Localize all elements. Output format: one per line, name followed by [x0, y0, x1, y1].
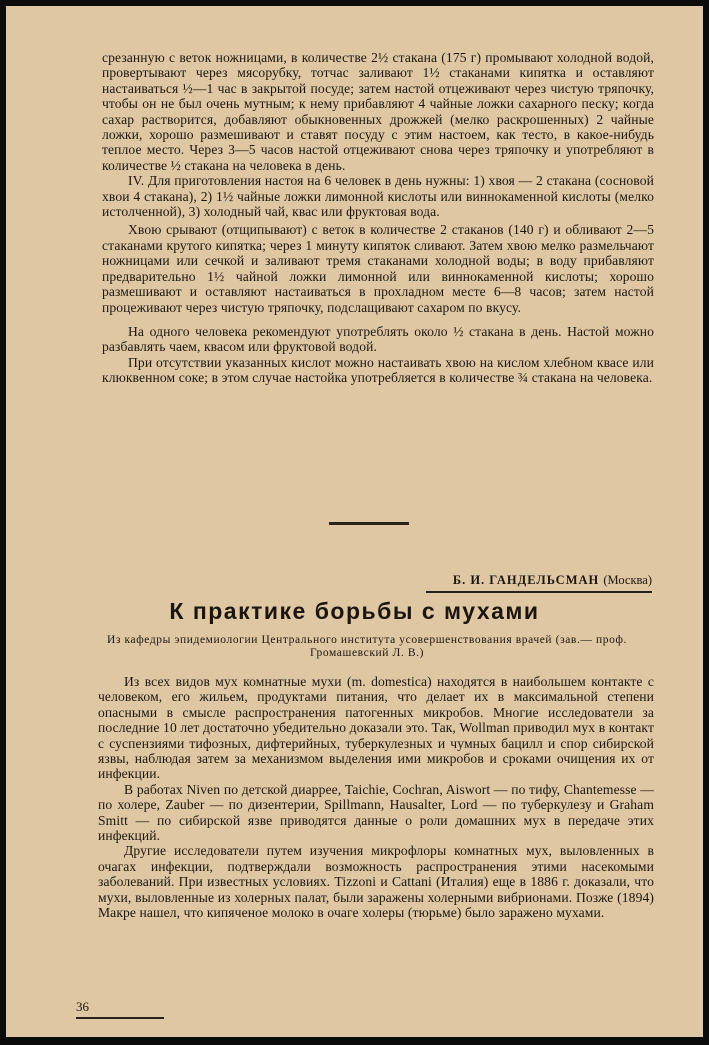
footer-rule	[76, 1017, 164, 1019]
paragraph-4: На одного человека рекомендуют употреблять около ½ стакана в день. Настой можно разбавлять чаем, квасом или фруктовой водой.	[102, 323, 654, 355]
top-text-block	[102, 50, 654, 386]
paragraph-1: срезанную с веток ножницами, в количестве 2½ стакана (175 г) промывают холодной водой, провертывают через мясорубку, тотчас заливают 1½ стаканами кипятка и оставляют настаиваться ½—1 час в закрытой посуде; затем настой отцеживают через чистую тряпочку, чтобы он не был очень мутным; к нему прибавляют 4 чайные ложки сахарного песку; когда сахар растворится, добавляют обыкновенных дрожжей (мелко раскрошенных) 2 чайные ложки, хорошо размешивают и ставят посуду с этим настоем, как тесто, в какое-нибудь теплое место. Через 3—5 часов настой отцеживают снова через тряпочку и употребляют в количестве ½ стакана на человека в день.	[102, 50, 654, 173]
author-line	[426, 573, 652, 588]
bottom-text-block	[98, 674, 654, 921]
page-number: 36	[76, 999, 89, 1014]
article-title: К практике борьбы с мухами	[169, 598, 540, 624]
author-city: (Москва)	[603, 573, 652, 587]
paragraph-2: IV. Для приготовления настоя на 6 человек в день нужны: 1) хвоя — 2 стакана (сосновой хвои 4 стакана), 2) 1½ чайные ложки лимонной кислоты или виннокаменной кислоты (мелко истолченной), 3) холодный чай, квас или фруктовая вода.	[102, 173, 654, 220]
document-page	[6, 6, 703, 1037]
paragraph-3: Хвою срывают (отщипывают) с веток в количестве 2 стаканов (140 г) и обливают 2—5 стаканами крутого кипятка; через 1 минуту кипяток сливают. Затем хвою мелко размельчают ножницами или сечкой и заливают тремя стаканами холодной воды; в воду прибавляют предварительно 1½ чайной ложки лимонной или виннокаменной кислоты; хорошо размешивают и оставляют настаиваться в прохладном месте 6—8 часов; затем настой процеживают через чистую тряпочку, подслащивают сахаром по вкусу.	[102, 222, 654, 315]
affiliation: Из кафедры эпидемиологии Центрального института усовершенствования врачей (зав.— проф. Громашевский Л. В.)	[107, 634, 627, 659]
body-paragraph-2: В работах Niven по детской диаррее, Taichie, Cochran, Aiswort — по тифу, Chantemesse — по холере, Zauber — по дизентерии, Spillmann, Hausalter, Lord — по туберкулезу и Graham Smitt — по сибирской язве приводятся данные о роли домашних мух в передаче этих инфекций.	[98, 781, 654, 844]
author-underline	[426, 591, 652, 593]
body-paragraph-3: Другие исследователи путем изучения микрофлоры комнатных мух, выловленных в очагах инфекции, подтверждали возможность распространения этими насекомыми заболеваний. При известных условиях. Tizzoni и Cattani (Италия) еще в 1886 г. доказали, что мухи, выловленные из холерных палат, были заражены холерными вибрионами. Позже (1894) Макре нашел, что кипяченое молоко в очаге холеры (тюрьме) было заражено мухами.	[98, 843, 654, 921]
body-paragraph-1: Из всех видов мух комнатные мухи (m. domestica) находятся в наибольшем контакте с человеком, его жильем, продуктами питания, что делает их в максимальной степени опасными в смысле распространения патогенных микробов. Многие исследователи за последние 10 лет достаточно убедительно доказали это. Так, Wollman приводил мух в контакт с суспензиями тифозных, дифтерийных, туберкулезных и чумных бацилл и спор сибирской язвы, наблюдая затем за механизмом выделения ими микробов и сроками очищения их от инфекции.	[98, 674, 654, 782]
section-divider	[329, 522, 409, 525]
paragraph-5: При отсутствии указанных кислот можно настаивать хвою на кислом хлебном квасе или клюквенном соке; в этом случае настойка употребляется в количестве ¾ стакана на человека.	[102, 354, 654, 386]
author-name: Б. И. ГАНДЕЛЬСМАН	[452, 573, 600, 587]
